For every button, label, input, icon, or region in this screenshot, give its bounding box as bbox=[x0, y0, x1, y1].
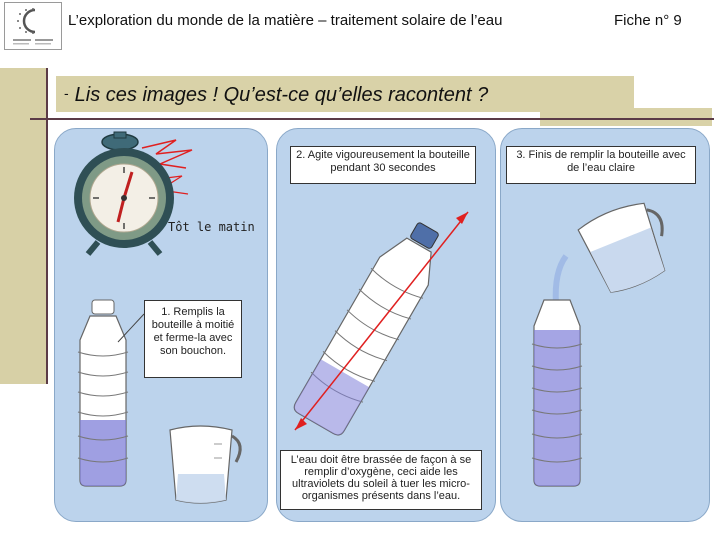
question-text: Lis ces images ! Qu’est-ce qu’elles racontent ? bbox=[74, 84, 489, 106]
question-dash: - bbox=[64, 85, 69, 101]
page-title: L’exploration du monde de la matière – traitement solaire de l’eau bbox=[68, 12, 503, 29]
step-1-caption: 1. Remplis la bouteille à moitié et ferme-la avec son bouchon. bbox=[144, 300, 242, 378]
measuring-jug-icon bbox=[556, 195, 680, 304]
oxygen-note: L’eau doit être brassée de façon à se remplir d’oxygène, ceci aide les ultraviolets du soleil à tuer les micro-organismes présents dans l’eau. bbox=[280, 450, 482, 510]
plastic-bottle-icon bbox=[290, 212, 468, 439]
morning-label: Tôt le matin bbox=[168, 220, 255, 234]
step-2-caption: 2. Agite vigoureusement la bouteille pendant 30 secondes bbox=[290, 146, 476, 184]
shake-arrow-icon bbox=[295, 212, 468, 430]
alarm-clock-icon bbox=[74, 132, 192, 254]
sheet-number: Fiche n° 9 bbox=[614, 12, 682, 29]
measuring-jug-icon bbox=[170, 426, 240, 503]
plastic-bottle-icon bbox=[78, 300, 144, 486]
step-3-caption: 3. Finis de remplir la bouteille avec de l’eau claire bbox=[506, 146, 696, 184]
plastic-bottle-icon bbox=[532, 300, 582, 486]
